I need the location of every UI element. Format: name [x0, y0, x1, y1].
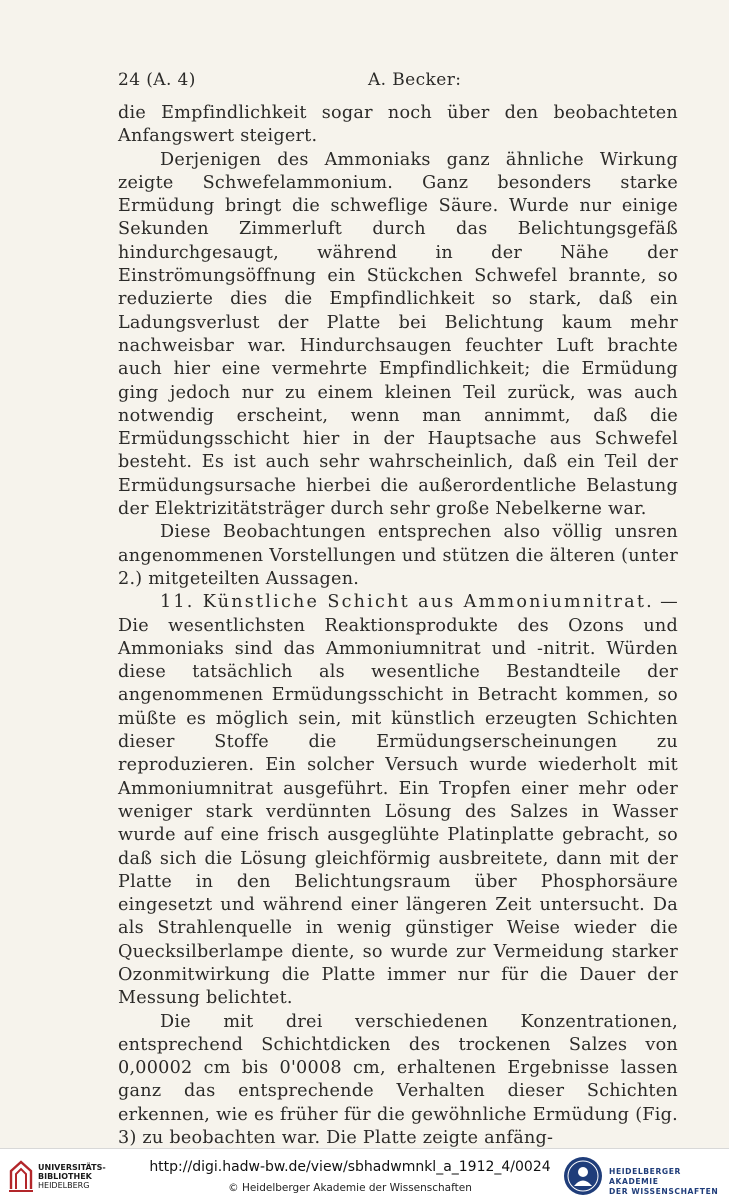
university-library-logo[interactable]: UNIVERSITÄTS- BIBLIOTHEK HEIDELBERG [8, 1157, 128, 1197]
paragraph-2: Derjenigen des Ammoniaks ganz ähnliche Wirkung zeigte Schwefelammonium. Ganz besonders starke Ermüdung bringt die schweflige Säure. Wurde nur einige Sekunden Zimmerluft durch das Belichtungsgefäß hindurchgesaugt, während in der Nähe der Einströmungsöffnung ein Stückchen Schwefel brannte, so reduzierte dies die Empfindlichkeit so stark, daß ein Ladungsverlust der Platte bei Belichtung kaum mehr nachweisbar war. Hindurchsaugen feuchter Luft brachte auch hier eine vermehrte Empfindlichkeit; die Ermüdung ging jedoch nur zu einem kleinen Teil zurück, was auch notwendig erscheint, wenn man annimmt, daß die Ermüdungsschicht hier in der Hauptsache aus Schwefel besteht. Es ist auch sehr wahrscheinlich, daß ein Teil der Ermüdungsursache hierbei die außerordentliche Belastung der Elektrizitätsträger durch sehr große Nebelkerne war. [118, 149, 678, 520]
running-header [118, 70, 678, 94]
body-text [118, 102, 678, 1150]
academy-seal-icon [562, 1155, 604, 1197]
paragraph-4: 11. Künstliche Schicht aus Ammoniumnitrat. — Die wesentlichsten Reaktionsprodukte des Ozons und Ammoniaks sind das Ammoniumnitrat und -nitrit. Würden diese tatsächlich als wesentliche Bestandteile der angenommenen Ermüdungsschicht in Betracht kommen, so müßte es möglich sein, mit künstlich erzeugten Schichten dieser Stoffe die Ermüdungserscheinungen zu reproduzieren. Ein solcher Versuch wurde wiederholt mit Ammoniumnitrat ausgeführt. Ein Tropfen einer mehr oder weniger stark verdünnten Lösung des Salzes in Wasser wurde auf eine frisch ausgeglühte Platinplatte gebracht, so daß sich die Lösung gleichförmig ausbreitete, dann mit der Platte in den Belichtungsraum über Phosphorsäure eingesetzt und während einer längeren Zeit untersucht. Da als Strahlenquelle in wenig günstiger Weise wieder die Quecksilberlampe diente, so wurde zur Vermeidung starker Ozonmitwirkung die Platte immer nur für die Dauer der Messung belichtet. [118, 592, 678, 1009]
section-heading: 11. Künstliche Schicht aus Ammoniumnitrat. [160, 592, 654, 613]
digitization-footer [0, 1148, 729, 1202]
paragraph-3: Diese Beobachtungen entsprechen also völlig unsren angenommenen Vorstellungen und stützen die älteren (unter 2.) mitgeteilten Aussagen. [118, 522, 678, 589]
paragraph-1: die Empfindlichkeit sogar noch über den beobachteten Anfangswert steigert. [118, 103, 678, 147]
page-number: 24 (A. 4) [118, 70, 196, 90]
academy-logo[interactable]: HEIDELBERGER AKADEMIE DER WISSENSCHAFTEN [562, 1155, 727, 1197]
running-title-author: A. Becker: [368, 70, 462, 90]
paragraph-5: Die mit drei verschiedenen Konzentrationen, entsprechend Schichtdicken des trockenen Salzes von 0,00002 cm bis 0'0008 cm, erhaltenen Ergebnisse lassen ganz das entsprechende Verhalten dieser Schichten erkennen, wie es früher für die gewöhnliche Ermüdung (Fig. 3) zu beobachten war. Die Platte zeigte anfäng- [118, 1011, 678, 1149]
source-url-link[interactable]: http://digi.hadw-bw.de/view/sbhadwmnkl_a_1912_4/0024 [149, 1159, 551, 1175]
copyright-notice: © Heidelberger Akademie der Wissenschaften [228, 1182, 472, 1194]
library-icon [8, 1159, 34, 1193]
